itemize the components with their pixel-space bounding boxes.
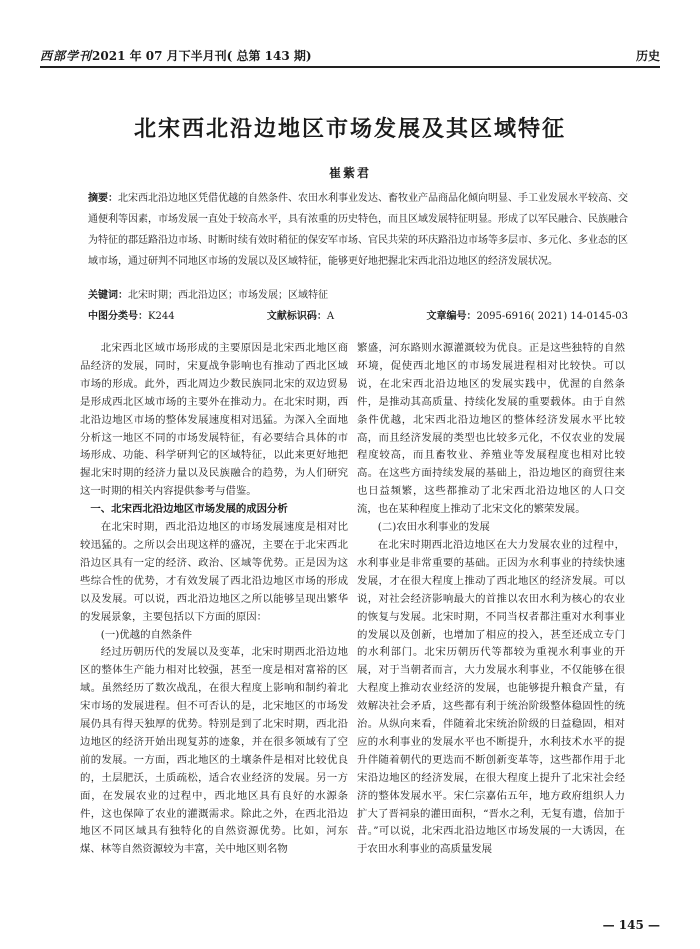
- keywords-text: 北宋时期；西北沿边区；市场发展；区域特征: [128, 290, 328, 301]
- subsection-heading: (一)优越的自然条件: [100, 628, 193, 641]
- keywords: [88, 288, 628, 304]
- header-section: 历史: [635, 49, 660, 63]
- article-number: [426, 307, 628, 322]
- clc-number: [88, 307, 175, 322]
- paragraph: 北宋西北区域市场形成的主要原因是北宋西北地区商品经济的发展，同时，宋夏战争影响也有推动了西北区域市场的形成。此外，西北周边少数民族同北宋的双边贸易是形成西北区域市场的主要外在推动力。在北宋时期，西北沿边地区市场的整体发展速度相对迅猛。为深入全面地分析这一地区不同的市场发展特征，有必要结合具体的市场形成、功能、科学研判它的区域特征，以此来更好地把握北宋时期的经济力量以及民族融合的趋势，为人们研究这一时期的相关内容提供参考与借鉴。: [80, 342, 348, 498]
- body-column-left: [80, 340, 348, 859]
- author-name: 崔紫君: [328, 166, 371, 180]
- paragraph: 在北宋时期，西北沿边地区的市场发展速度是相对比较迅猛的。之所以会出现这样的盛况，主要在于北宋西北沿边区具有一定的经济、政治、区域等优势。正是因为这些综合性的优势，才有效发展了西北沿边地区市场的形成以及发展。可以说，西北沿边地区之所以能够呈现出繁华的发展景象，主要包括以下方面的原因：: [80, 521, 348, 623]
- body-column-right: [357, 340, 625, 859]
- doc-label: 文献标识码：: [266, 311, 327, 322]
- article-label: 文章编号：: [426, 311, 477, 322]
- clc-value: K244: [148, 311, 175, 322]
- clc-label: 中图分类号：: [88, 311, 148, 322]
- subsection-heading: (二)农田水利事业的发展: [377, 521, 490, 534]
- section-heading: 一、北宋西北沿边地区市场发展的成因分析: [90, 503, 288, 516]
- paragraph: 在北宋时期西北沿边地区在大力发展农业的过程中，水利事业是非常重要的基础。正因为水利事业的持续快速发展，才在很大程度上推动了西北地区的经济发展。可以说，对社会经济影响最大的首推以农田水利为核心的农业的恢复与发展。北宋时期，不同当权者都注重对水利事业的发展以及创新，也增加了相应的投入，甚至还成立专门的水利部门。北宋历朝历代等都较为重视水利事业的开展，对于当朝者而言，大力发展水利事业，不仅能够在很大程度上推动农业经济的发展，也能够提升粮食产量，有效解决社会矛盾，这些都有利于统治阶级整体稳固性的统治。从纵向来看，伴随着北宋统治阶级的日益稳固，相对应的水利事业的发展水平也不断提升，水利技术水平的提升伴随着朝代的更迭而不断创新变革等，这些都作用于北宋沿边地区的经济发展，在很大程度上提升了北宋社会经济的整体发展水平。宋仁宗嘉佑五年，地方政府组织人力扩大了晋祠泉的灌田面积，“晋水之利，无复有遗，倍加于昔。”可以说，北宋西北沿边地区市场发展的一大诱因，在于农田水利事业的高质量发展: [357, 538, 625, 856]
- issue-text: 2021 年 07 月下半月刊( 总第 143 期): [92, 49, 312, 63]
- doc-value: A: [326, 311, 335, 322]
- abstract-text: 北宋西北沿边地区凭借优越的自然条件、农田水利事业发达、畜牧业产品商品化倾向明显、手工业发展水平较高、交通便利等因素，市场发展一直处于较高水平，具有浓重的历史特色，而且区域发展特征明显。形成了以军民融合、民族融合为特征的郡廷路沿边市场、时断时续有效时稍征的保安军市场、官民共荣的环庆路沿边市场等多层市、多元化、多业态的区域市场，通过研判不同地区市场的发展以及区域特征，能够更好地把握北宋西北沿边地区的经济发展状况。: [88, 193, 628, 267]
- running-header: [40, 40, 660, 68]
- abstract-label: 摘要：: [88, 193, 118, 204]
- header-journal-info: [40, 47, 312, 64]
- document-code: [267, 307, 334, 322]
- paper-title: 北宋西北沿边地区市场发展及其区域特征: [133, 116, 566, 142]
- abstract: [88, 188, 628, 272]
- keywords-label: 关键词：: [88, 290, 128, 301]
- classification-line: [88, 307, 628, 322]
- paragraph: 繁盛，河东路则水源灌溉较为优良。正是这些独特的自然环境，促使西北地区的市场发展进程相对比较快。可以说，在北宋西北沿边地区的发展实践中，优渥的自然条件，是推动其高质量、持续化发展的重要载体。由于自然条件优越，北宋西北沿边地区的整体经济发展水平比较高，而且经济发展的类型也比较多元化，不仅农业的发展程度较高，而且畜牧业、养殖业等发展程度也相对比较高。在这些方面持续发展的基础上，沿边地区的商贸往来也日益频繁，这些都推动了北宋西北沿边地区的人口交流，也在某种程度上推动了北宋文化的繁荣发展。: [357, 342, 625, 516]
- page-number: — 145 —: [602, 918, 660, 932]
- journal-name: 西部学刊: [40, 49, 93, 63]
- article-value: 2095-6916( 2021) 14-0145-03: [476, 311, 628, 322]
- paragraph: 经过历朝历代的发展以及变革，北宋时期西北沿边地区的整体生产能力相对比较强，甚至一度是相对富裕的区域。虽然经历了数次战乱，在很大程度上影响和制约着北宋市场的发展进程。但不可否认的是，北宋地区的市场发展仍具有得天独厚的优势。特别是到了北宋时期，西北沿边地区的经济开始出现复苏的迹象，并在很多领域有了空前的发展。一方面，西北地区的土壤条件是相对比较优良的，土层肥沃，土质疏松，适合农业经济的发展。另一方面，在发展农业的过程中，西北地区具有良好的水源条件，这也保障了农业的灌溉需求。除此之外，在西北沿边地区不同区域具有独特化的自然资源优势。比如，河东煤、林等自然资源较为丰富，关中地区则名物: [80, 646, 348, 856]
